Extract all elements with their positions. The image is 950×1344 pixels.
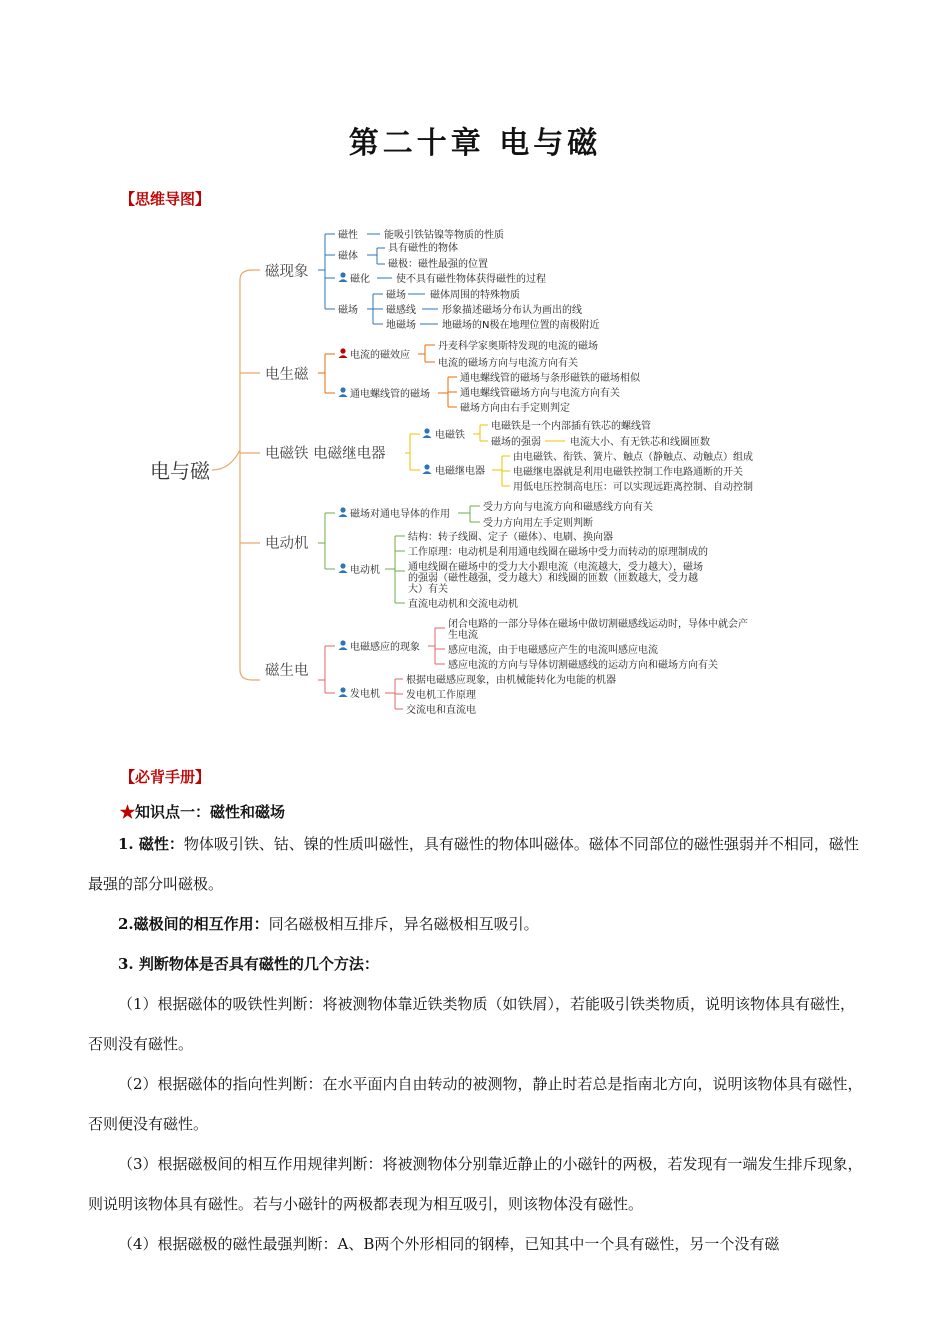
mindmap-node: 丹麦科学家奥斯特发现的电流的磁场 (438, 341, 598, 352)
mindmap-node: 电流大小、有无铁芯和线圈匝数 (570, 437, 710, 448)
mindmap-node: 磁场的强弱 (491, 437, 541, 448)
person-icon (423, 428, 432, 438)
mindmap-node: 通电线圈在磁场中的受力大小跟电流（电流越大，受力越大），磁场 (408, 562, 703, 573)
paragraph: 3. 判断物体是否具有磁性的几个方法： (118, 955, 379, 973)
mindmap-node: 地磁场 (386, 320, 416, 331)
section-mindmap-heading: 【思维导图】 (120, 190, 211, 208)
mindmap-node: 磁极：磁性最强的位置 (388, 259, 488, 270)
paragraph: （2）根据磁体的指向性判断：在水平面内自由转动的被测物，静止时若总是指南北方向，说明该物体具有磁性，否则便没有磁性。 (88, 1075, 863, 1133)
mindmap-node: 结构：转子线圈、定子（磁体）、电刷、换向器 (408, 532, 613, 543)
mindmap-node: 大）有关 (408, 584, 448, 595)
mindmap-node: 感应电流，由于电磁感应产生的电流叫感应电流 (448, 645, 658, 656)
branch-label: 电动机 (265, 536, 309, 552)
mindmap-node: 的强弱（磁性越强，受力越大）和线圈的匝数（匝数越大，受力越 (408, 573, 698, 584)
mindmap-node: 电磁铁是一个内部插有铁芯的螺线管 (491, 421, 651, 432)
mindmap-node: 电流的磁效应 (350, 350, 410, 361)
mindmap-node: 磁场方向由右手定则判定 (460, 403, 570, 414)
mindmap-node: 电磁铁 (435, 430, 465, 441)
mindmap-node: 交流电和直流电 (406, 705, 476, 716)
mindmap-node: 电流的磁场方向与电流方向有关 (438, 358, 578, 369)
branch-label: 磁现象 (265, 264, 309, 280)
mindmap-node: 受力方向用左手定则判断 (483, 518, 593, 529)
mindmap-node: 生电流 (448, 630, 478, 641)
branch-label: 磁生电 (265, 663, 309, 679)
mindmap-root: 电与磁 (150, 459, 210, 483)
mindmap-node: 使不具有磁性物体获得磁性的过程 (396, 274, 546, 285)
mindmap-node: 磁体周围的特殊物质 (430, 290, 520, 301)
mindmap-node: 直流电动机和交流电动机 (408, 599, 518, 610)
mindmap-node: 磁场 (338, 305, 358, 316)
page-title: 第二十章 电与磁 (348, 126, 602, 161)
paragraph: （1）根据磁体的吸铁性判断：将被测物体靠近铁类物质（如铁屑），若能吸引铁类物质，说明该物体具有磁性，否则没有磁性。 (88, 995, 856, 1053)
mindmap-node: 发电机工作原理 (406, 690, 476, 701)
mindmap-node: 通电螺线管的磁场 (350, 389, 430, 400)
knowledge-body (88, 824, 864, 1264)
paragraph: （3）根据磁极间的相互作用规律判断：将被测物体分别靠近静止的小磁针的两极，若发现有一端发生排斥现象，则说明该物体具有磁性。若与小磁针的两极都表现为相互吸引，则该物体没有磁性。 (88, 1155, 863, 1213)
mindmap-node: 磁体 (338, 251, 358, 262)
mindmap-node: 用低电压控制高电压：可以实现远距离控制、自动控制 (513, 482, 753, 493)
branch-label: 电磁铁 电磁继电器 (265, 446, 386, 462)
person-icon (423, 464, 432, 474)
mindmap-node: 受力方向与电流方向和磁感线方向有关 (483, 502, 653, 513)
person-icon (339, 563, 348, 573)
mindmap-node: 通电螺线管磁场方向与电流方向有关 (460, 388, 620, 399)
person-icon (339, 272, 348, 282)
paragraph: 1. 磁性：物体吸引铁、钴、镍的性质叫磁性，具有磁性的物体叫磁体。磁体不同部位的磁性强弱并不相同，磁性最强的部分叫磁极。 (88, 835, 859, 893)
mindmap-node: 磁场对通电导体的作用 (350, 509, 450, 520)
mindmap-node: 磁感线 (386, 305, 416, 316)
person-icon (339, 387, 348, 397)
paragraph: （4）根据磁极的磁性最强判断：A、B两个外形相同的钢棒，已知其中一个具有磁性，另一个没有磁 (118, 1235, 780, 1253)
mind-map (140, 220, 780, 720)
person-icon (339, 640, 348, 650)
mindmap-node: 形象描述磁场分布认为画出的线 (442, 305, 582, 316)
mindmap-node: 电磁继电器 (435, 466, 485, 477)
person-icon (339, 507, 348, 517)
mindmap-node: 磁化 (350, 274, 370, 285)
paragraph: 2.磁极间的相互作用：同名磁极相互排斥，异名磁极相互吸引。 (118, 915, 539, 933)
mindmap-node: 电动机 (350, 565, 380, 576)
section-handbook-heading: 【必背手册】 (120, 768, 211, 786)
mindmap-node: 由电磁铁、衔铁、簧片、触点（静触点、动触点）组成 (513, 452, 753, 463)
mindmap-node: 电磁感应的现象 (350, 642, 420, 653)
mindmap-node: 磁场 (386, 290, 406, 301)
branch-label: 电生磁 (265, 367, 309, 383)
mindmap-node: 地磁场的N极在地理位置的南极附近 (442, 320, 600, 331)
mindmap-node: 具有磁性的物体 (388, 243, 458, 254)
mindmap-node: 感应电流的方向与导体切割磁感线的运动方向和磁场方向有关 (448, 660, 718, 671)
mindmap-node: 能吸引铁钴镍等物质的性质 (384, 230, 504, 241)
mindmap-node: 电磁继电器就是利用电磁铁控制工作电路通断的开关 (513, 467, 743, 478)
mindmap-node: 发电机 (350, 689, 380, 700)
mindmap-node: 闭合电路的一部分导体在磁场中做切割磁感线运动时，导体中就会产 (448, 619, 748, 630)
person-icon (339, 348, 348, 358)
mindmap-node: 工作原理：电动机是利用通电线圈在磁场中受力而转动的原理制成的 (408, 547, 708, 558)
person-icon (339, 687, 348, 697)
mindmap-node: 磁性 (338, 230, 358, 241)
star-icon: ★ (120, 803, 136, 821)
mindmap-node: 根据电磁感应现象，由机械能转化为电能的机器 (406, 675, 616, 686)
mindmap-node: 通电螺线管的磁场与条形磁铁的磁场相似 (460, 373, 640, 384)
knowledge-point-title: ★知识点一：磁性和磁场 (120, 803, 286, 821)
